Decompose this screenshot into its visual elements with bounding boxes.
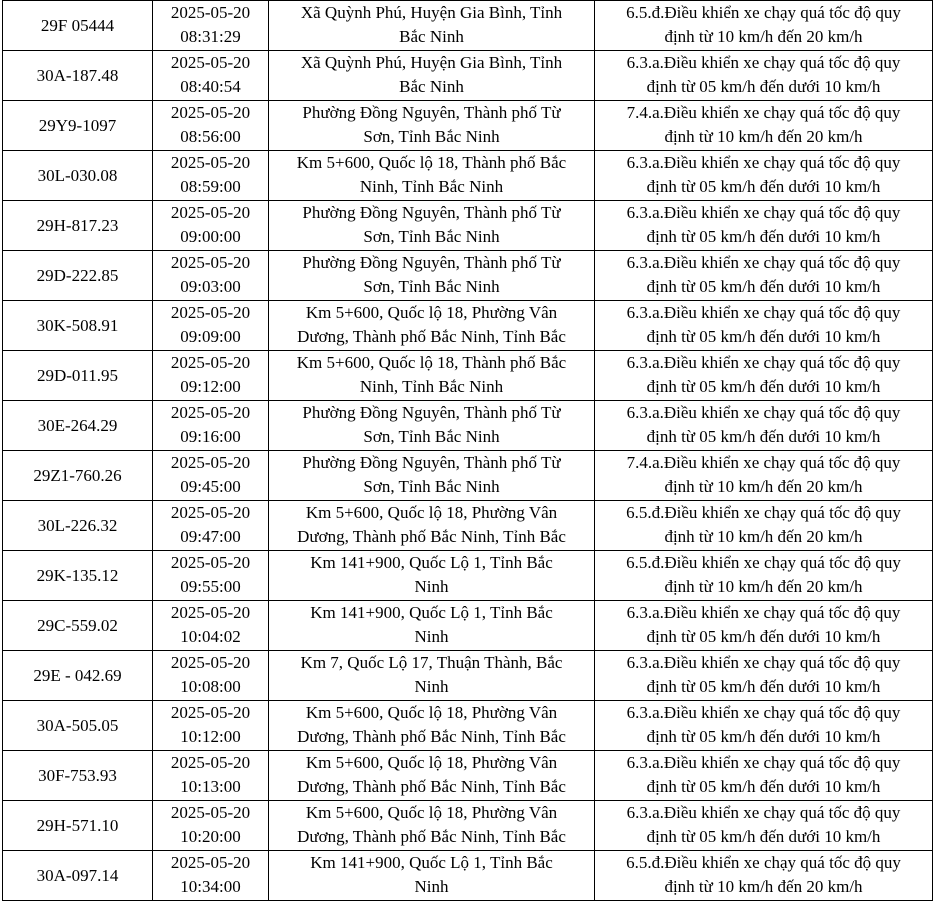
timestamp-cell — [153, 1, 269, 51]
timestamp-cell — [153, 501, 269, 551]
table-row — [3, 401, 933, 451]
location-line-1: Phường Đồng Nguyên, Thành phố Từ — [302, 203, 561, 222]
table-row — [3, 151, 933, 201]
license-plate: 30A-187.48 — [36, 65, 119, 85]
violation-cell — [595, 751, 933, 801]
timestamp-cell — [153, 351, 269, 401]
license-plate-cell — [3, 601, 153, 651]
violation-date: 2025-05-20 — [170, 203, 251, 222]
violation-time: 09:45:00 — [180, 477, 241, 496]
violation-date: 2025-05-20 — [170, 553, 251, 572]
location-cell — [269, 701, 595, 751]
violation-cell — [595, 601, 933, 651]
license-plate: 30K-508.91 — [36, 315, 119, 335]
timestamp-cell — [153, 851, 269, 901]
license-plate: 29C-559.02 — [37, 615, 118, 635]
license-plate-cell — [3, 701, 153, 751]
violation-line-2: định từ 10 km/h đến 20 km/h — [664, 27, 863, 46]
license-plate-cell — [3, 1, 153, 51]
location-cell — [269, 451, 595, 501]
license-plate: 30L-226.32 — [37, 515, 118, 535]
violation-date: 2025-05-20 — [170, 653, 251, 672]
violation-line-2: định từ 05 km/h đến dưới 10 km/h — [646, 427, 881, 446]
location-line-1: Km 141+900, Quốc Lộ 1, Tỉnh Bắc — [310, 853, 553, 872]
violation-line-2: định từ 05 km/h đến dưới 10 km/h — [646, 277, 881, 296]
location-line-2: Sơn, Tỉnh Bắc Ninh — [363, 427, 500, 446]
location-cell — [269, 151, 595, 201]
location-cell — [269, 601, 595, 651]
violation-cell — [595, 301, 933, 351]
license-plate-cell — [3, 651, 153, 701]
location-line-1: Km 141+900, Quốc Lộ 1, Tỉnh Bắc — [310, 553, 553, 572]
table-row — [3, 851, 933, 901]
timestamp-cell — [153, 101, 269, 151]
violation-line-2: định từ 05 km/h đến dưới 10 km/h — [646, 77, 881, 96]
location-cell — [269, 51, 595, 101]
location-line-2: Ninh — [414, 877, 449, 896]
table-row — [3, 301, 933, 351]
location-line-1: Km 5+600, Quốc lộ 18, Phường Vân — [305, 753, 558, 772]
violation-line-2: định từ 05 km/h đến dưới 10 km/h — [646, 677, 881, 696]
location-cell — [269, 751, 595, 801]
license-plate-cell — [3, 801, 153, 851]
location-line-2: Ninh, Tỉnh Bắc Ninh — [359, 377, 504, 396]
location-line-1: Phường Đồng Nguyên, Thành phố Từ — [302, 253, 561, 272]
violation-line-1: 6.3.a.Điều khiển xe chạy quá tốc độ quy — [626, 303, 901, 322]
violation-date: 2025-05-20 — [170, 353, 251, 372]
timestamp-cell — [153, 401, 269, 451]
violation-date: 2025-05-20 — [170, 253, 251, 272]
violation-time: 09:03:00 — [180, 277, 241, 296]
location-line-1: Km 7, Quốc Lộ 17, Thuận Thành, Bắc — [300, 653, 563, 672]
license-plate: 30A-505.05 — [36, 715, 119, 735]
license-plate-cell — [3, 751, 153, 801]
table-row — [3, 651, 933, 701]
license-plate-cell — [3, 451, 153, 501]
location-line-1: Phường Đồng Nguyên, Thành phố Từ — [302, 453, 561, 472]
timestamp-cell — [153, 301, 269, 351]
location-cell — [269, 201, 595, 251]
license-plate-cell — [3, 351, 153, 401]
violation-time: 08:40:54 — [180, 77, 241, 96]
location-line-2: Bắc Ninh — [399, 27, 464, 46]
violation-time: 09:12:00 — [180, 377, 241, 396]
violations-table-container — [2, 0, 932, 901]
license-plate: 29H-571.10 — [36, 815, 119, 835]
table-row — [3, 701, 933, 751]
license-plate-cell — [3, 51, 153, 101]
license-plate: 29D-011.95 — [36, 365, 119, 385]
violation-line-1: 7.4.a.Điều khiển xe chạy quá tốc độ quy — [626, 103, 901, 122]
location-cell — [269, 401, 595, 451]
violation-cell — [595, 701, 933, 751]
violation-time: 10:08:00 — [180, 677, 241, 696]
license-plate: 29Z1-760.26 — [33, 465, 122, 485]
violation-line-2: định từ 10 km/h đến 20 km/h — [664, 527, 863, 546]
table-row — [3, 101, 933, 151]
table-row — [3, 1, 933, 51]
violation-line-1: 6.3.a.Điều khiển xe chạy quá tốc độ quy — [626, 653, 901, 672]
location-line-2: Ninh — [414, 627, 449, 646]
location-cell — [269, 251, 595, 301]
location-line-2: Sơn, Tỉnh Bắc Ninh — [363, 477, 500, 496]
location-line-2: Sơn, Tỉnh Bắc Ninh — [363, 277, 500, 296]
location-cell — [269, 801, 595, 851]
location-cell — [269, 351, 595, 401]
violation-cell — [595, 851, 933, 901]
violation-cell — [595, 801, 933, 851]
violation-line-1: 6.5.đ.Điều khiển xe chạy quá tốc độ quy — [626, 3, 901, 22]
location-line-2: Ninh — [414, 677, 449, 696]
violation-line-2: định từ 10 km/h đến 20 km/h — [664, 477, 863, 496]
violation-line-2: định từ 05 km/h đến dưới 10 km/h — [646, 227, 881, 246]
violation-time: 09:55:00 — [180, 577, 241, 596]
license-plate: 29H-817.23 — [36, 215, 119, 235]
license-plate: 29E - 042.69 — [33, 665, 122, 685]
violation-line-1: 6.3.a.Điều khiển xe chạy quá tốc độ quy — [626, 53, 901, 72]
timestamp-cell — [153, 151, 269, 201]
violation-date: 2025-05-20 — [170, 603, 251, 622]
location-line-1: Xã Quỳnh Phú, Huyện Gia Bình, Tỉnh — [300, 53, 563, 72]
license-plate-cell — [3, 301, 153, 351]
violation-time: 10:20:00 — [180, 827, 241, 846]
violation-line-1: 6.5.đ.Điều khiển xe chạy quá tốc độ quy — [626, 553, 901, 572]
violation-date: 2025-05-20 — [170, 303, 251, 322]
violation-date: 2025-05-20 — [170, 503, 251, 522]
location-line-2: Bắc Ninh — [399, 77, 464, 96]
violation-date: 2025-05-20 — [170, 803, 251, 822]
violation-time: 10:12:00 — [180, 727, 241, 746]
violation-time: 09:09:00 — [180, 327, 241, 346]
license-plate-cell — [3, 151, 153, 201]
violation-cell — [595, 101, 933, 151]
violation-cell — [595, 201, 933, 251]
location-cell — [269, 851, 595, 901]
violation-cell — [595, 401, 933, 451]
table-row — [3, 601, 933, 651]
license-plate-cell — [3, 251, 153, 301]
violations-table — [2, 0, 933, 901]
license-plate-cell — [3, 401, 153, 451]
violation-time: 09:16:00 — [180, 427, 241, 446]
location-cell — [269, 1, 595, 51]
violation-date: 2025-05-20 — [170, 853, 251, 872]
location-line-2: Dương, Thành phố Bắc Ninh, Tỉnh Bắc — [297, 727, 566, 746]
timestamp-cell — [153, 201, 269, 251]
violation-line-1: 6.3.a.Điều khiển xe chạy quá tốc độ quy — [626, 203, 901, 222]
violation-cell — [595, 1, 933, 51]
violation-cell — [595, 451, 933, 501]
location-line-1: Km 5+600, Quốc lộ 18, Phường Vân — [305, 303, 558, 322]
timestamp-cell — [153, 701, 269, 751]
license-plate-cell — [3, 551, 153, 601]
location-line-2: Ninh, Tỉnh Bắc Ninh — [359, 177, 504, 196]
violation-cell — [595, 651, 933, 701]
location-line-2: Dương, Thành phố Bắc Ninh, Tỉnh Bắc — [297, 527, 566, 546]
timestamp-cell — [153, 251, 269, 301]
timestamp-cell — [153, 601, 269, 651]
violation-cell — [595, 351, 933, 401]
violation-line-1: 6.3.a.Điều khiển xe chạy quá tốc độ quy — [626, 353, 901, 372]
location-cell — [269, 101, 595, 151]
violation-line-1: 6.5.đ.Điều khiển xe chạy quá tốc độ quy — [626, 853, 901, 872]
violation-date: 2025-05-20 — [170, 103, 251, 122]
location-line-2: Dương, Thành phố Bắc Ninh, Tỉnh Bắc — [297, 827, 566, 846]
location-line-2: Ninh — [414, 577, 449, 596]
violation-cell — [595, 51, 933, 101]
violation-cell — [595, 551, 933, 601]
license-plate: 29F 05444 — [40, 15, 115, 35]
violation-line-2: định từ 05 km/h đến dưới 10 km/h — [646, 377, 881, 396]
violation-line-2: định từ 05 km/h đến dưới 10 km/h — [646, 727, 881, 746]
table-row — [3, 451, 933, 501]
table-row — [3, 501, 933, 551]
location-line-1: Phường Đồng Nguyên, Thành phố Từ — [302, 103, 561, 122]
violation-line-2: định từ 10 km/h đến 20 km/h — [664, 877, 863, 896]
violation-line-1: 6.3.a.Điều khiển xe chạy quá tốc độ quy — [626, 803, 901, 822]
violation-line-1: 7.4.a.Điều khiển xe chạy quá tốc độ quy — [626, 453, 901, 472]
violation-time: 08:59:00 — [180, 177, 241, 196]
violation-time: 09:00:00 — [180, 227, 241, 246]
violation-line-2: định từ 05 km/h đến dưới 10 km/h — [646, 827, 881, 846]
violation-cell — [595, 251, 933, 301]
license-plate: 30E-264.29 — [37, 415, 118, 435]
license-plate-cell — [3, 201, 153, 251]
location-line-1: Km 5+600, Quốc lộ 18, Phường Vân — [305, 503, 558, 522]
location-line-1: Phường Đồng Nguyên, Thành phố Từ — [302, 403, 561, 422]
timestamp-cell — [153, 751, 269, 801]
license-plate-cell — [3, 851, 153, 901]
location-line-1: Km 5+600, Quốc lộ 18, Thành phố Bắc — [296, 153, 567, 172]
timestamp-cell — [153, 51, 269, 101]
violation-cell — [595, 501, 933, 551]
violation-line-1: 6.3.a.Điều khiển xe chạy quá tốc độ quy — [626, 603, 901, 622]
violation-line-2: định từ 05 km/h đến dưới 10 km/h — [646, 777, 881, 796]
location-cell — [269, 301, 595, 351]
violation-line-1: 6.3.a.Điều khiển xe chạy quá tốc độ quy — [626, 753, 901, 772]
table-row — [3, 201, 933, 251]
location-line-1: Km 5+600, Quốc lộ 18, Phường Vân — [305, 703, 558, 722]
violation-time: 08:31:29 — [180, 27, 241, 46]
table-row — [3, 801, 933, 851]
license-plate: 30A-097.14 — [36, 865, 119, 885]
location-line-2: Sơn, Tỉnh Bắc Ninh — [363, 127, 500, 146]
violation-line-1: 6.3.a.Điều khiển xe chạy quá tốc độ quy — [626, 153, 901, 172]
violation-date: 2025-05-20 — [170, 453, 251, 472]
violation-line-1: 6.5.đ.Điều khiển xe chạy quá tốc độ quy — [626, 503, 901, 522]
timestamp-cell — [153, 651, 269, 701]
violation-line-1: 6.3.a.Điều khiển xe chạy quá tốc độ quy — [626, 403, 901, 422]
violation-cell — [595, 151, 933, 201]
license-plate-cell — [3, 501, 153, 551]
location-line-2: Dương, Thành phố Bắc Ninh, Tỉnh Bắc — [297, 777, 566, 796]
location-cell — [269, 551, 595, 601]
table-row — [3, 351, 933, 401]
violation-time: 08:56:00 — [180, 127, 241, 146]
violation-line-1: 6.3.a.Điều khiển xe chạy quá tốc độ quy — [626, 703, 901, 722]
violations-table-body — [3, 1, 933, 901]
location-line-1: Km 5+600, Quốc lộ 18, Thành phố Bắc — [296, 353, 567, 372]
violation-line-2: định từ 05 km/h đến dưới 10 km/h — [646, 327, 881, 346]
location-cell — [269, 651, 595, 701]
license-plate: 30L-030.08 — [37, 165, 118, 185]
location-cell — [269, 501, 595, 551]
license-plate: 29K-135.12 — [36, 565, 119, 585]
location-line-1: Km 141+900, Quốc Lộ 1, Tỉnh Bắc — [310, 603, 553, 622]
violation-date: 2025-05-20 — [170, 753, 251, 772]
violation-line-2: định từ 05 km/h đến dưới 10 km/h — [646, 177, 881, 196]
violation-line-2: định từ 05 km/h đến dưới 10 km/h — [646, 627, 881, 646]
violation-date: 2025-05-20 — [170, 3, 251, 22]
timestamp-cell — [153, 551, 269, 601]
violation-time: 10:04:02 — [180, 627, 241, 646]
table-row — [3, 551, 933, 601]
location-line-1: Km 5+600, Quốc lộ 18, Phường Vân — [305, 803, 558, 822]
violation-line-2: định từ 10 km/h đến 20 km/h — [664, 127, 863, 146]
table-row — [3, 51, 933, 101]
violation-date: 2025-05-20 — [170, 403, 251, 422]
license-plate: 29D-222.85 — [36, 265, 119, 285]
table-row — [3, 751, 933, 801]
license-plate-cell — [3, 101, 153, 151]
table-row — [3, 251, 933, 301]
license-plate: 30F-753.93 — [38, 765, 117, 785]
timestamp-cell — [153, 801, 269, 851]
violation-time: 09:47:00 — [180, 527, 241, 546]
timestamp-cell — [153, 451, 269, 501]
violation-time: 10:13:00 — [180, 777, 241, 796]
violation-date: 2025-05-20 — [170, 703, 251, 722]
violation-time: 10:34:00 — [180, 877, 241, 896]
violation-line-1: 6.3.a.Điều khiển xe chạy quá tốc độ quy — [626, 253, 901, 272]
license-plate: 29Y9-1097 — [38, 115, 117, 135]
violation-date: 2025-05-20 — [170, 153, 251, 172]
location-line-2: Dương, Thành phố Bắc Ninh, Tỉnh Bắc — [297, 327, 566, 346]
location-line-1: Xã Quỳnh Phú, Huyện Gia Bình, Tỉnh — [300, 3, 563, 22]
violation-line-2: định từ 10 km/h đến 20 km/h — [664, 577, 863, 596]
location-line-2: Sơn, Tỉnh Bắc Ninh — [363, 227, 500, 246]
violation-date: 2025-05-20 — [170, 53, 251, 72]
